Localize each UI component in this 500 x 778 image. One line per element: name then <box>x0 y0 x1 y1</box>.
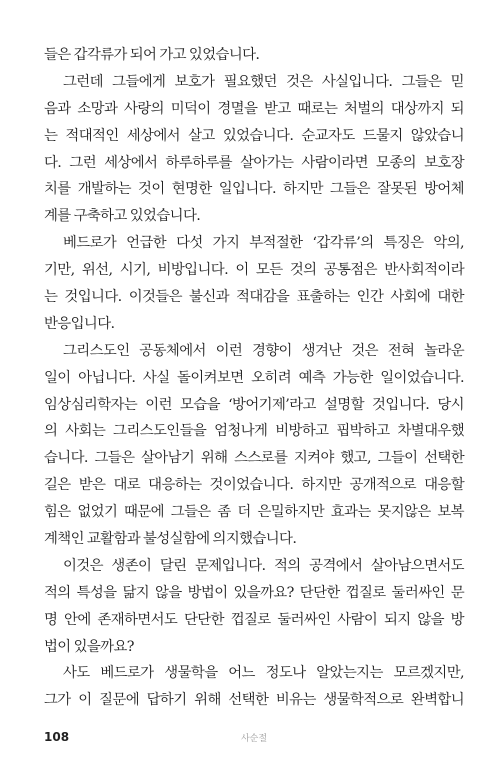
body-text <box>44 42 464 714</box>
text-line: 는 적대적인 세상에서 살고 있었습니다. 순교자도 드물지 않았습니 <box>44 127 464 144</box>
text-line: 힘은 없었기 때문에 그들은 좀 더 은밀하지만 효과는 못지않은 보복 <box>44 504 464 521</box>
text-line: 치를 개발하는 것이 현명한 일입니다. 하지만 그들은 잘못된 방어체 <box>44 181 464 198</box>
text-line: 그가 이 질문에 답하기 위해 선택한 비유는 생물학적으로 완벽합니 <box>44 692 464 709</box>
text-line: 음과 소망과 사랑의 미덕이 경멸을 받고 때로는 처벌의 대상까지 되 <box>44 100 464 117</box>
text-line: 반응입니다. <box>44 315 115 332</box>
text-line: 베드로가 언급한 다섯 가지 부적절한 ‘갑각류’의 특징은 악의, <box>63 235 464 252</box>
text-line: 이것은 생존이 달린 문제입니다. 적의 공격에서 살아남으면서도 <box>63 557 464 574</box>
page-number: 108 <box>44 730 70 744</box>
text-line: 길은 받은 대로 대응하는 것이었습니다. 하지만 공개적으로 대응할 <box>44 477 464 494</box>
text-line: 다. 그런 세상에서 하루하루를 살아가는 사람이라면 모종의 보호장 <box>44 154 464 171</box>
text-line: 기만, 위선, 시기, 비방입니다. 이 모든 것의 공통점은 반사회적이라 <box>44 262 464 279</box>
text-line: 그런데 그들에게 보호가 필요했던 것은 사실입니다. 그들은 믿 <box>63 73 464 90</box>
text-line: 계책인 교활함과 불성실함에 의지했습니다. <box>44 531 297 548</box>
text-line: 법이 있을까요? <box>44 638 134 655</box>
text-line: 의 사회는 그리스도인들을 엄청나게 비방하고 핍박하고 차별대우했 <box>44 423 464 440</box>
text-line: 일이 아닙니다. 사실 돌이켜보면 오히려 예측 가능한 일이었습니다. <box>44 369 464 386</box>
text-line: 사도 베드로가 생물학을 어느 정도나 알았는지는 모르겠지만, <box>63 665 464 682</box>
text-line: 그리스도인 공동체에서 이런 경향이 생겨난 것은 전혀 놀라운 <box>63 342 464 359</box>
text-line: 습니다. 그들은 살아남기 위해 스스로를 지켜야 했고, 그들이 선택한 <box>44 450 464 467</box>
text-line: 명 안에 존재하면서도 단단한 껍질로 둘러싸인 사람이 되지 않을 방 <box>44 611 464 628</box>
page-footer <box>44 730 464 750</box>
text-line: 들은 갑각류가 되어 가고 있었습니다. <box>44 47 260 63</box>
text-line: 계를 구축하고 있었습니다. <box>44 208 201 225</box>
running-footer: 사순절 <box>240 734 268 744</box>
text-line: 임상심리학자는 이런 모습을 ‘방어기제’라고 설명할 것입니다. 당시 <box>44 396 464 413</box>
text-line: 적의 특성을 닮지 않을 방법이 있을까요? 단단한 껍질로 둘러싸인 문 <box>44 584 464 601</box>
text-line: 는 것입니다. 이것들은 불신과 적대감을 표출하는 인간 사회에 대한 <box>44 289 464 306</box>
